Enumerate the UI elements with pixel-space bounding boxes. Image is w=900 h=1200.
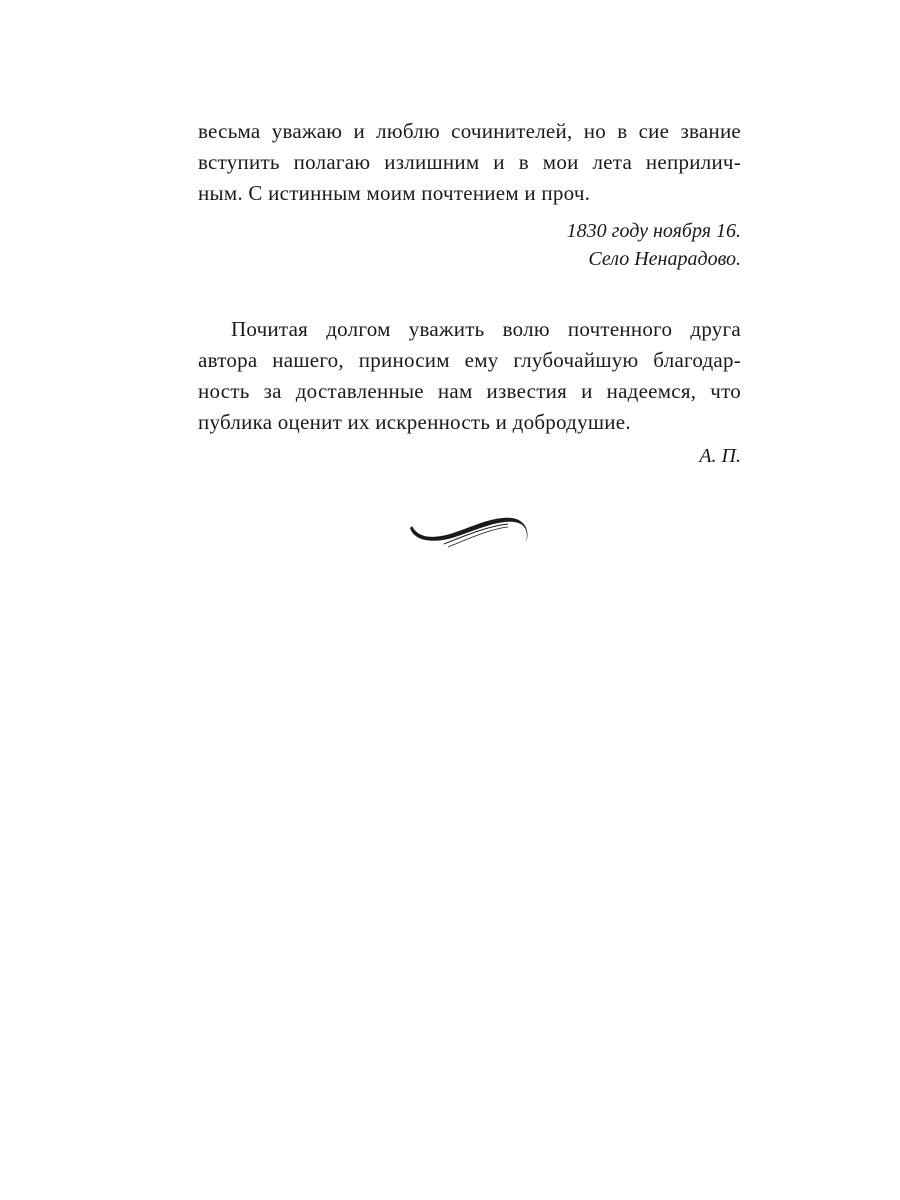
text-line: автора нашего, приносим ему глубочайшую благодар- (198, 348, 741, 372)
text-line: публика оценит их искренность и добродушие. (198, 410, 631, 434)
text-line: ность за доставленные нам известия и надеемся, что (198, 379, 741, 403)
letter-date: 1830 году ноября 16. (566, 220, 741, 242)
publisher-initials: А. П. (699, 445, 741, 467)
flourish-ornament-icon (408, 514, 532, 550)
publisher-note-paragraph (198, 314, 741, 438)
letter-place: Село Ненарадово. (588, 248, 741, 270)
text-line: ным. С истинным моим почтением и проч. (198, 181, 591, 205)
text-line: Почитая долгом уважить волю почтенного друга (231, 317, 741, 341)
letter-signature (198, 217, 741, 273)
text-line: весьма уважаю и люблю сочинителей, но в сие звание (198, 119, 741, 143)
page-text-block (198, 116, 741, 470)
text-line: вступить полагаю излишним и в мои лета неприлич- (198, 150, 741, 174)
letter-paragraph (198, 116, 741, 209)
